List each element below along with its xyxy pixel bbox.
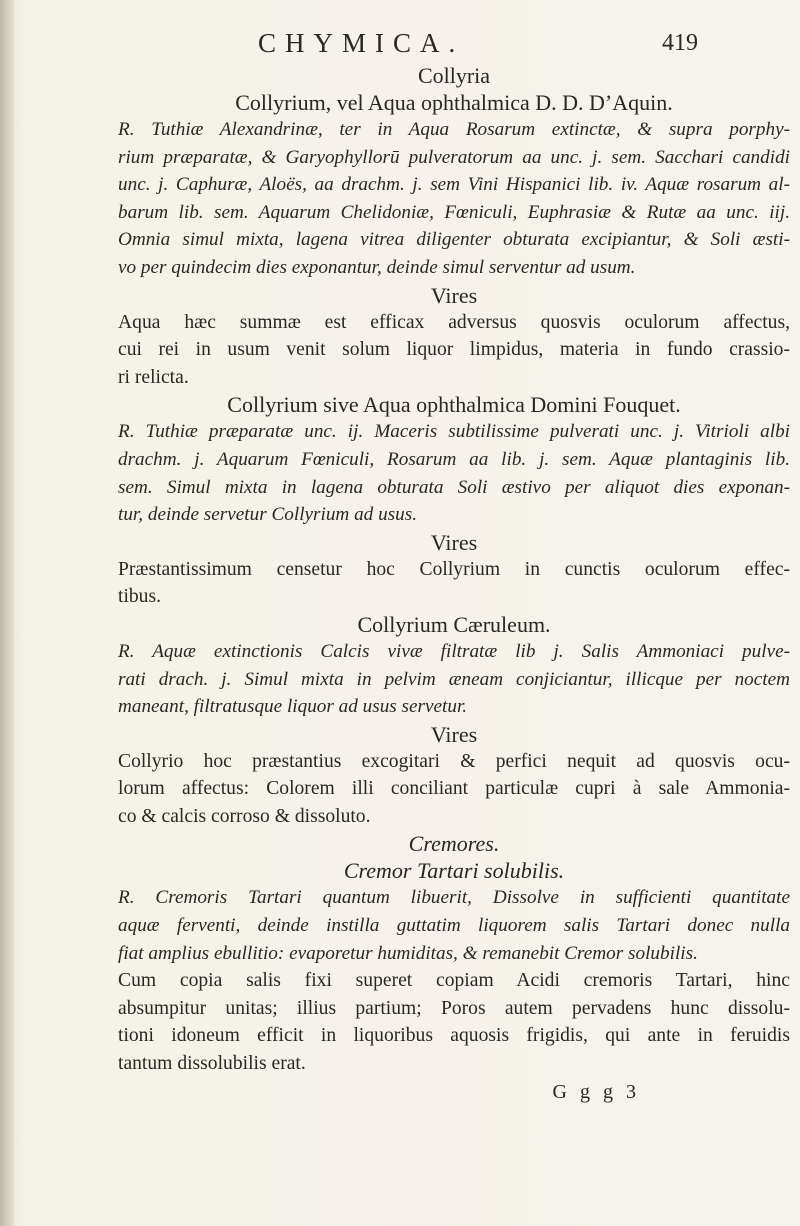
- text-line: absumpitur unitas; illius partium; Poros autem pervadens hunc dissolu-: [118, 997, 790, 1019]
- section-heading: Collyrium, vel Aqua ophthalmica D. D. D’Aquin.: [235, 90, 673, 115]
- text-line: R. Tuthiæ præparatæ unc. ij. Maceris subtilissime pulverati unc. j. Vitrioli albi: [118, 421, 790, 443]
- text-line: unc. j. Caphuræ, Aloës, aa drachm. j. sem Vini Hispanici lib. iv. Aquæ rosarum al-: [118, 174, 790, 196]
- section-heading: Collyrium sive Aqua ophthalmica Domini Fouquet.: [227, 392, 681, 418]
- text-line: Cum copia salis fixi superet copiam Acidi cremoris Tartari, hinc: [118, 970, 790, 992]
- page-number: 419: [662, 30, 698, 56]
- body-paragraph: [118, 309, 790, 392]
- text-line: tibus.: [118, 586, 162, 608]
- page-content: [118, 28, 790, 1106]
- section-heading: Vires: [430, 529, 478, 555]
- body-paragraph: [118, 967, 790, 1077]
- page-gutter: [0, 0, 14, 1226]
- text-line: aquæ ferventi, deinde instilla guttatim liquorem salis Tartari donec nulla: [118, 915, 790, 937]
- text-line: barum lib. sem. Aquarum Chelidoniæ, Fœniculi, Euphrasiæ & Rutæ aa unc. iij.: [118, 201, 790, 223]
- text-line: fiat amplius ebullitio: evaporetur humiditas, & remanebit Cremor solubilis.: [118, 942, 698, 964]
- text-line: drachm. j. Aquarum Fœniculi, Rosarum aa lib. j. sem. Aquæ plantaginis lib.: [118, 448, 790, 470]
- text-line: ri relicta.: [118, 366, 189, 388]
- recipe-paragraph: [118, 638, 790, 721]
- text-line: rium præparatæ, & Garyophyllorū pulveratorum aa unc. j. sem. Sacchari candidi: [118, 146, 790, 168]
- running-title: CHYMICA.: [258, 28, 465, 58]
- recipe-paragraph: [118, 884, 790, 967]
- section-heading: Collyria: [417, 63, 491, 88]
- catchword: G g g 3: [552, 1080, 640, 1103]
- text-line: sem. Simul mixta in lagena obturata Soli æstivo per aliquot dies exponan-: [118, 476, 790, 498]
- text-line: Omnia simul mixta, lagena vitrea diligenter obturata excipiantur, & Soli æsti-: [118, 229, 790, 251]
- section-heading: Collyrium Cæruleum.: [357, 611, 551, 637]
- text-line: R. Aquæ extinctionis Calcis vivæ filtratæ lib j. Salis Ammoniaci pulve-: [118, 640, 790, 662]
- text-line: rati drach. j. Simul mixta in pelvim æneam conjiciantur, illicque per noctem: [118, 668, 790, 690]
- text-line: R. Tuthiæ Alexandrinæ, ter in Aqua Rosarum extinctæ, & supra porphy-: [118, 119, 790, 140]
- section-heading: Cremores.: [408, 831, 500, 857]
- text-line: lorum affectus: Colorem illi conciliant particulæ cupri à sale Ammonia-: [118, 778, 790, 800]
- text-line: co & calcis corroso & dissoluto.: [118, 805, 371, 827]
- section-heading: Cremor Tartari solubilis.: [343, 858, 565, 884]
- text-line: tantum dissolubilis erat.: [118, 1053, 306, 1075]
- text-line: tioni idoneum efficit in liquoribus aquosis frigidis, qui ante in feruidis: [118, 1025, 790, 1047]
- text-line: vo per quindecim dies exponantur, deinde simul serventur ad usum.: [118, 256, 636, 278]
- page-header: [118, 28, 790, 62]
- section-heading: Vires: [430, 721, 478, 747]
- recipe-paragraph: [118, 418, 790, 528]
- text-line: Præstantissimum censetur hoc Collyrium in cunctis oculorum effec-: [118, 558, 790, 580]
- recipe-paragraph: [118, 116, 790, 282]
- body-paragraph: [118, 748, 790, 831]
- text-line: tur, deinde servetur Collyrium ad usus.: [118, 504, 417, 526]
- text-blocks: [118, 62, 790, 1106]
- text-line: cui rei in usum venit solum liquor limpidus, materia in fundo crassio-: [118, 339, 790, 361]
- text-line: Collyrio hoc præstantius excogitari & perfici nequit ad quosvis ocu-: [118, 750, 790, 772]
- section-heading: Vires: [430, 282, 478, 308]
- text-line: maneant, filtratusque liquor ad usus servetur.: [118, 696, 468, 718]
- text-line: R. Cremoris Tartari quantum libuerit, Dissolve in sufficienti quantitate: [118, 887, 790, 909]
- body-paragraph: [118, 556, 790, 611]
- text-line: Aqua hæc summæ est efficax adversus quosvis oculorum affectus,: [118, 311, 790, 333]
